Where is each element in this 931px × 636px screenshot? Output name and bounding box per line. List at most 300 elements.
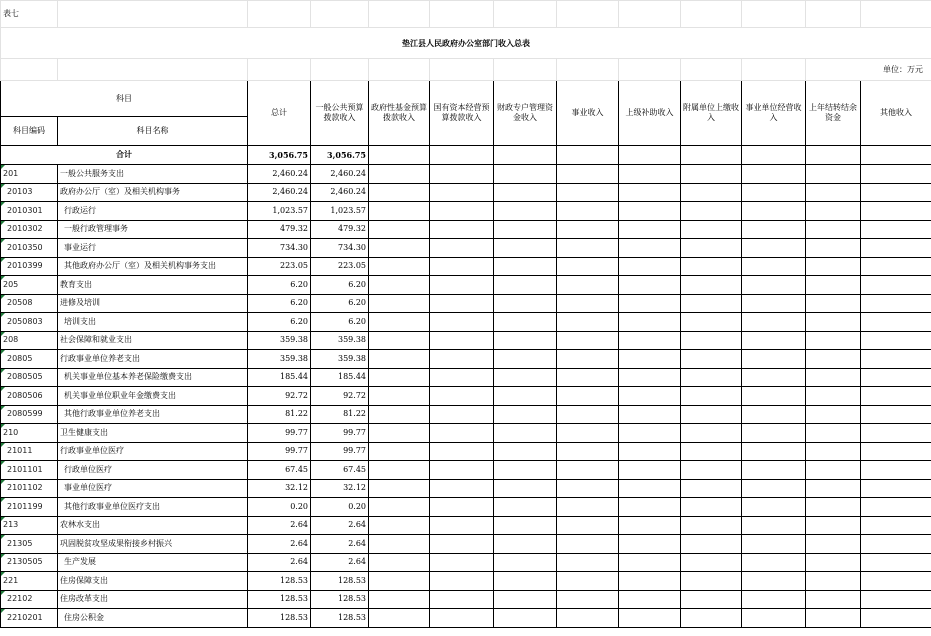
empty-cell bbox=[861, 276, 931, 295]
empty-cell bbox=[494, 276, 557, 295]
row-general-budget: 1,023.57 bbox=[311, 202, 369, 221]
empty-cell bbox=[494, 220, 557, 239]
row-code bbox=[1, 479, 58, 498]
empty-cell bbox=[494, 183, 557, 202]
row-code-text: 21011 bbox=[7, 446, 33, 456]
empty-cell bbox=[557, 424, 619, 443]
empty-cell bbox=[742, 424, 806, 443]
empty-cell bbox=[806, 442, 861, 461]
empty-cell bbox=[861, 442, 931, 461]
table-row bbox=[1, 368, 931, 387]
cell-marker-icon bbox=[1, 239, 5, 243]
row-code bbox=[1, 165, 58, 184]
empty-cell bbox=[742, 535, 806, 554]
empty-cell bbox=[681, 442, 742, 461]
row-code bbox=[1, 461, 58, 480]
empty-cell bbox=[861, 424, 931, 443]
empty-cell bbox=[861, 165, 931, 184]
row-code bbox=[1, 294, 58, 313]
empty-cell bbox=[369, 331, 430, 350]
empty-cell bbox=[806, 553, 861, 572]
row-general-budget: 2.64 bbox=[311, 553, 369, 572]
empty-cell bbox=[557, 165, 619, 184]
empty-cell bbox=[619, 294, 681, 313]
row-code-text: 2101199 bbox=[7, 501, 43, 511]
table-row bbox=[1, 294, 931, 313]
row-name: 生产发展 bbox=[58, 553, 248, 572]
row-total: 6.20 bbox=[248, 276, 311, 295]
empty-cell bbox=[557, 590, 619, 609]
header-total: 总计 bbox=[248, 81, 311, 146]
cell-marker-icon bbox=[1, 406, 5, 410]
empty-cell bbox=[369, 516, 430, 535]
table-row bbox=[1, 516, 931, 535]
cell-marker-icon bbox=[1, 165, 5, 169]
header-affiliated: 附属单位上缴收入 bbox=[681, 81, 742, 146]
table-row bbox=[1, 553, 931, 572]
empty-cell bbox=[861, 220, 931, 239]
empty-cell bbox=[681, 220, 742, 239]
row-code-text: 210 bbox=[3, 427, 19, 437]
empty-cell bbox=[494, 405, 557, 424]
row-name: 住房公积金 bbox=[58, 609, 248, 628]
cell-marker-icon bbox=[1, 609, 5, 613]
row-code bbox=[1, 183, 58, 202]
table-row bbox=[1, 276, 931, 295]
empty-cell bbox=[681, 331, 742, 350]
total-row-general: 3,056.75 bbox=[311, 146, 369, 165]
empty-cell bbox=[494, 424, 557, 443]
row-general-budget: 128.53 bbox=[311, 572, 369, 591]
row-general-budget: 359.38 bbox=[311, 331, 369, 350]
row-total: 92.72 bbox=[248, 387, 311, 406]
row-code bbox=[1, 442, 58, 461]
empty-cell bbox=[619, 609, 681, 628]
empty-cell bbox=[861, 368, 931, 387]
row-total: 2.64 bbox=[248, 553, 311, 572]
row-total: 99.77 bbox=[248, 442, 311, 461]
empty-cell bbox=[369, 424, 430, 443]
empty-cell bbox=[861, 202, 931, 221]
row-code-text: 2210201 bbox=[7, 612, 43, 622]
empty-cell bbox=[430, 313, 494, 332]
row-general-budget: 6.20 bbox=[311, 294, 369, 313]
row-code-text: 22102 bbox=[7, 594, 33, 604]
empty-cell bbox=[806, 350, 861, 369]
row-name: 行政运行 bbox=[58, 202, 248, 221]
empty-cell bbox=[619, 479, 681, 498]
row-code-text: 2101102 bbox=[7, 483, 43, 493]
table-row bbox=[1, 424, 931, 443]
total-row-label: 合计 bbox=[1, 146, 248, 165]
cell-marker-icon bbox=[1, 276, 5, 280]
empty-cell bbox=[494, 442, 557, 461]
empty-cell bbox=[806, 276, 861, 295]
row-total: 67.45 bbox=[248, 461, 311, 480]
cell-marker-icon bbox=[1, 184, 5, 188]
row-total: 2,460.24 bbox=[248, 183, 311, 202]
empty-cell bbox=[681, 516, 742, 535]
row-total: 128.53 bbox=[248, 609, 311, 628]
empty-cell bbox=[494, 461, 557, 480]
empty-cell bbox=[557, 220, 619, 239]
row-code-text: 2130505 bbox=[7, 557, 43, 567]
row-code-text: 221 bbox=[3, 575, 19, 585]
empty-cell bbox=[742, 294, 806, 313]
empty-cell bbox=[681, 165, 742, 184]
empty-cell bbox=[681, 294, 742, 313]
empty-cell bbox=[806, 405, 861, 424]
empty-cell bbox=[681, 368, 742, 387]
empty-cell bbox=[619, 368, 681, 387]
table-row bbox=[1, 590, 931, 609]
empty-cell bbox=[742, 183, 806, 202]
row-general-budget: 92.72 bbox=[311, 387, 369, 406]
row-code-text: 205 bbox=[3, 279, 19, 289]
empty-cell bbox=[806, 368, 861, 387]
empty-cell bbox=[430, 553, 494, 572]
row-total: 6.20 bbox=[248, 313, 311, 332]
empty-cell bbox=[681, 387, 742, 406]
cell-marker-icon bbox=[1, 221, 5, 225]
cell-marker-icon bbox=[1, 313, 5, 317]
row-code bbox=[1, 516, 58, 535]
empty-cell bbox=[369, 276, 430, 295]
row-total: 99.77 bbox=[248, 424, 311, 443]
empty-cell bbox=[806, 535, 861, 554]
header-gov-fund: 政府性基金预算拨款收入 bbox=[369, 81, 430, 146]
cell-marker-icon bbox=[1, 498, 5, 502]
empty-cell bbox=[742, 590, 806, 609]
row-code-text: 20508 bbox=[7, 298, 33, 308]
empty-cell bbox=[430, 202, 494, 221]
empty-cell bbox=[619, 202, 681, 221]
empty-cell bbox=[742, 165, 806, 184]
empty-cell bbox=[494, 553, 557, 572]
empty-cell bbox=[861, 553, 931, 572]
empty-cell bbox=[806, 572, 861, 591]
cell-marker-icon bbox=[1, 572, 5, 576]
table-row bbox=[1, 239, 931, 258]
header-other: 其他收入 bbox=[861, 81, 931, 146]
empty-cell bbox=[369, 368, 430, 387]
empty-cell bbox=[557, 202, 619, 221]
row-general-budget: 81.22 bbox=[311, 405, 369, 424]
empty-cell bbox=[430, 257, 494, 276]
empty-cell bbox=[806, 498, 861, 517]
table-row bbox=[1, 479, 931, 498]
empty-cell bbox=[557, 479, 619, 498]
empty-cell bbox=[494, 257, 557, 276]
row-total: 1,023.57 bbox=[248, 202, 311, 221]
header-general-budget: 一般公共预算拨款收入 bbox=[311, 81, 369, 146]
empty-cell bbox=[861, 405, 931, 424]
row-general-budget: 6.20 bbox=[311, 276, 369, 295]
empty-cell bbox=[494, 165, 557, 184]
empty-cell bbox=[806, 220, 861, 239]
empty-cell bbox=[494, 294, 557, 313]
row-total: 2,460.24 bbox=[248, 165, 311, 184]
empty-cell bbox=[861, 498, 931, 517]
empty-cell bbox=[742, 442, 806, 461]
row-general-budget: 2.64 bbox=[311, 516, 369, 535]
row-code bbox=[1, 535, 58, 554]
empty-cell bbox=[681, 609, 742, 628]
empty-cell bbox=[742, 220, 806, 239]
empty-cell bbox=[369, 498, 430, 517]
row-code-text: 2101101 bbox=[7, 464, 43, 474]
empty-cell bbox=[430, 387, 494, 406]
table-row bbox=[1, 405, 931, 424]
empty-cell bbox=[369, 405, 430, 424]
empty-cell bbox=[806, 516, 861, 535]
row-name: 其他行政事业单位养老支出 bbox=[58, 405, 248, 424]
empty-cell bbox=[806, 202, 861, 221]
row-general-budget: 128.53 bbox=[311, 609, 369, 628]
empty-cell bbox=[681, 257, 742, 276]
row-total: 128.53 bbox=[248, 572, 311, 591]
page-title: 垫江县人民政府办公室部门收入总表 bbox=[1, 28, 931, 59]
empty-cell bbox=[681, 461, 742, 480]
empty-cell bbox=[861, 239, 931, 258]
empty-cell bbox=[742, 572, 806, 591]
row-name: 教育支出 bbox=[58, 276, 248, 295]
row-general-budget: 99.77 bbox=[311, 442, 369, 461]
empty-cell bbox=[619, 405, 681, 424]
cell-marker-icon bbox=[1, 443, 5, 447]
empty-cell bbox=[369, 220, 430, 239]
empty-cell bbox=[430, 239, 494, 258]
row-name: 农林水支出 bbox=[58, 516, 248, 535]
row-name: 一般公共服务支出 bbox=[58, 165, 248, 184]
empty-cell bbox=[619, 257, 681, 276]
empty-cell bbox=[430, 498, 494, 517]
empty-cell bbox=[681, 572, 742, 591]
empty-cell bbox=[861, 257, 931, 276]
row-name: 社会保障和就业支出 bbox=[58, 331, 248, 350]
header-subject: 科目 bbox=[1, 81, 248, 117]
row-total: 359.38 bbox=[248, 331, 311, 350]
row-general-budget: 6.20 bbox=[311, 313, 369, 332]
empty-cell bbox=[806, 183, 861, 202]
empty-cell bbox=[557, 368, 619, 387]
empty-cell bbox=[806, 461, 861, 480]
empty-cell bbox=[557, 516, 619, 535]
table-row bbox=[1, 535, 931, 554]
empty-cell bbox=[369, 572, 430, 591]
row-total: 6.20 bbox=[248, 294, 311, 313]
empty-cell bbox=[430, 609, 494, 628]
header-business-income: 事业收入 bbox=[557, 81, 619, 146]
row-code bbox=[1, 239, 58, 258]
row-code-text: 2080599 bbox=[7, 409, 43, 419]
empty-cell bbox=[494, 516, 557, 535]
row-code-text: 201 bbox=[3, 168, 19, 178]
empty-cell bbox=[806, 239, 861, 258]
row-code bbox=[1, 572, 58, 591]
row-code-text: 2010350 bbox=[7, 242, 43, 252]
empty-cell bbox=[742, 461, 806, 480]
empty-cell bbox=[369, 387, 430, 406]
empty-cell bbox=[369, 239, 430, 258]
empty-cell bbox=[681, 498, 742, 517]
empty-cell bbox=[861, 479, 931, 498]
row-name: 巩固脱贫攻坚成果衔接乡村振兴 bbox=[58, 535, 248, 554]
cell-marker-icon bbox=[1, 295, 5, 299]
row-name: 卫生健康支出 bbox=[58, 424, 248, 443]
empty-cell bbox=[430, 590, 494, 609]
header-subject-code: 科目编码 bbox=[1, 117, 58, 146]
table-row bbox=[1, 461, 931, 480]
header-business-operation: 事业单位经营收入 bbox=[742, 81, 806, 146]
row-general-budget: 32.12 bbox=[311, 479, 369, 498]
table-row bbox=[1, 165, 931, 184]
empty-cell bbox=[557, 461, 619, 480]
empty-cell bbox=[861, 461, 931, 480]
empty-cell bbox=[557, 331, 619, 350]
empty-cell bbox=[806, 387, 861, 406]
cell-marker-icon bbox=[1, 461, 5, 465]
empty-cell bbox=[742, 257, 806, 276]
table-row bbox=[1, 387, 931, 406]
row-name: 事业运行 bbox=[58, 239, 248, 258]
empty-cell bbox=[430, 516, 494, 535]
empty-cell bbox=[619, 516, 681, 535]
row-code bbox=[1, 498, 58, 517]
cell-marker-icon bbox=[1, 480, 5, 484]
empty-cell bbox=[806, 165, 861, 184]
row-code-text: 2010301 bbox=[7, 205, 43, 215]
row-code bbox=[1, 276, 58, 295]
empty-cell bbox=[430, 165, 494, 184]
row-name: 培训支出 bbox=[58, 313, 248, 332]
row-general-budget: 734.30 bbox=[311, 239, 369, 258]
row-code bbox=[1, 368, 58, 387]
empty-cell bbox=[430, 442, 494, 461]
empty-cell bbox=[430, 294, 494, 313]
cell-marker-icon bbox=[1, 424, 5, 428]
empty-cell bbox=[430, 220, 494, 239]
empty-cell bbox=[369, 202, 430, 221]
row-name: 机关事业单位职业年金缴费支出 bbox=[58, 387, 248, 406]
empty-cell bbox=[369, 442, 430, 461]
header-superior-subsidy: 上级补助收入 bbox=[619, 81, 681, 146]
row-code-text: 2050803 bbox=[7, 316, 43, 326]
row-code bbox=[1, 313, 58, 332]
header-fiscal-special: 财政专户管理资金收入 bbox=[494, 81, 557, 146]
cell-marker-icon bbox=[1, 350, 5, 354]
header-carryover: 上年结转结余资金 bbox=[806, 81, 861, 146]
empty-cell bbox=[619, 276, 681, 295]
empty-cell bbox=[806, 424, 861, 443]
row-code-text: 20103 bbox=[7, 187, 33, 197]
cell-marker-icon bbox=[1, 332, 5, 336]
row-code bbox=[1, 609, 58, 628]
empty-cell bbox=[742, 609, 806, 628]
empty-cell bbox=[861, 387, 931, 406]
empty-cell bbox=[494, 479, 557, 498]
empty-cell bbox=[557, 350, 619, 369]
empty-cell bbox=[619, 498, 681, 517]
row-total: 479.32 bbox=[248, 220, 311, 239]
cell-marker-icon bbox=[1, 387, 5, 391]
empty-cell bbox=[557, 609, 619, 628]
empty-cell bbox=[369, 479, 430, 498]
table-row bbox=[1, 202, 931, 221]
row-name: 行政事业单位养老支出 bbox=[58, 350, 248, 369]
row-name: 其他政府办公厅（室）及相关机构事务支出 bbox=[58, 257, 248, 276]
empty-cell bbox=[742, 239, 806, 258]
unit-label: 单位：万元 bbox=[806, 59, 931, 81]
table-row bbox=[1, 220, 931, 239]
table-row bbox=[1, 572, 931, 591]
empty-cell bbox=[681, 590, 742, 609]
table-row bbox=[1, 331, 931, 350]
empty-cell bbox=[619, 220, 681, 239]
row-code-text: 2080506 bbox=[7, 390, 43, 400]
row-general-budget: 67.45 bbox=[311, 461, 369, 480]
empty-cell bbox=[494, 609, 557, 628]
row-total: 223.05 bbox=[248, 257, 311, 276]
row-code-text: 2010302 bbox=[7, 224, 43, 234]
empty-cell bbox=[861, 609, 931, 628]
row-code bbox=[1, 424, 58, 443]
table-row bbox=[1, 183, 931, 202]
empty-cell bbox=[861, 294, 931, 313]
row-total: 0.20 bbox=[248, 498, 311, 517]
row-general-budget: 0.20 bbox=[311, 498, 369, 517]
row-code bbox=[1, 590, 58, 609]
empty-cell bbox=[494, 350, 557, 369]
empty-cell bbox=[430, 331, 494, 350]
row-code bbox=[1, 202, 58, 221]
empty-cell bbox=[557, 572, 619, 591]
cell-marker-icon bbox=[1, 202, 5, 206]
empty-cell bbox=[557, 313, 619, 332]
row-code bbox=[1, 220, 58, 239]
empty-cell bbox=[494, 313, 557, 332]
empty-cell bbox=[861, 183, 931, 202]
empty-cell bbox=[742, 368, 806, 387]
row-general-budget: 99.77 bbox=[311, 424, 369, 443]
empty-cell bbox=[742, 387, 806, 406]
row-code bbox=[1, 350, 58, 369]
row-name: 其他行政事业单位医疗支出 bbox=[58, 498, 248, 517]
empty-cell bbox=[494, 368, 557, 387]
empty-cell bbox=[369, 350, 430, 369]
row-name: 一般行政管理事务 bbox=[58, 220, 248, 239]
empty-cell bbox=[806, 609, 861, 628]
row-code bbox=[1, 257, 58, 276]
empty-cell bbox=[494, 202, 557, 221]
empty-cell bbox=[369, 165, 430, 184]
empty-cell bbox=[430, 461, 494, 480]
empty-cell bbox=[742, 350, 806, 369]
table-row bbox=[1, 350, 931, 369]
empty-cell bbox=[619, 461, 681, 480]
empty-cell bbox=[861, 313, 931, 332]
empty-cell bbox=[557, 535, 619, 554]
empty-cell bbox=[619, 350, 681, 369]
empty-cell bbox=[619, 572, 681, 591]
empty-cell bbox=[557, 239, 619, 258]
empty-cell bbox=[557, 183, 619, 202]
row-code bbox=[1, 553, 58, 572]
row-total: 2.64 bbox=[248, 516, 311, 535]
table-number: 表七 bbox=[1, 1, 58, 28]
row-name: 行政事业单位医疗 bbox=[58, 442, 248, 461]
empty-cell bbox=[806, 313, 861, 332]
